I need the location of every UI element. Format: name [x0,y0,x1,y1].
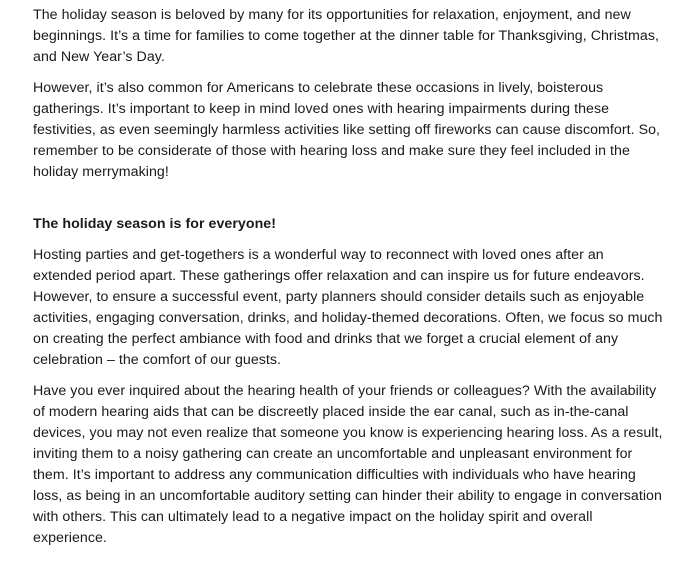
section-heading: The holiday season is for everyone! [33,216,277,232]
document-body [33,5,663,549]
hosting-paragraph: Hosting parties and get-togethers is a wonderful way to reconnect with loved ones after an extended period apart. These gatherings offer relaxation and can inspire us for future endeavors. However, to ensure a successful event, party planners should consider details such as enjoyable activities, engaging conversation, drinks, and holiday-themed decorations. Often, we focus so much on creating the perfect ambiance with food and drinks that we forget a crucial element of any celebration – the comfort of our guests. [33,247,663,368]
intro-paragraph: The holiday season is beloved by many for its opportunities for relaxation, enjoyment, and new beginnings. It’s a time for families to come together at the dinner table for Thanksgiving, Christmas, and New Year’s Day. [33,7,659,65]
celebrations-paragraph: However, it’s also common for Americans to celebrate these occasions in lively, boisterous gatherings. It’s important to keep in mind loved ones with hearing impairments during these festivities, as even seemingly harmless activities like setting off fireworks can cause discomfort. So, remember to be considerate of those with hearing loss and make sure they feel included in the holiday merrymaking! [33,80,661,180]
hearing-health-paragraph: Have you ever inquired about the hearing health of your friends or colleagues? With the availability of modern hearing aids that can be discreetly placed inside the ear canal, such as in-the-canal devices, you may not even realize that someone you know is experiencing hearing loss. As a result, inviting them to a noisy gathering can create an uncomfortable and unpleasant environment for them. It’s important to address any communication difficulties with individuals who have hearing loss, as being in an uncomfortable auditory setting can hinder their ability to engage in conversation with others. This can ultimately lead to a negative impact on the holiday spirit and overall experience. [33,383,663,546]
